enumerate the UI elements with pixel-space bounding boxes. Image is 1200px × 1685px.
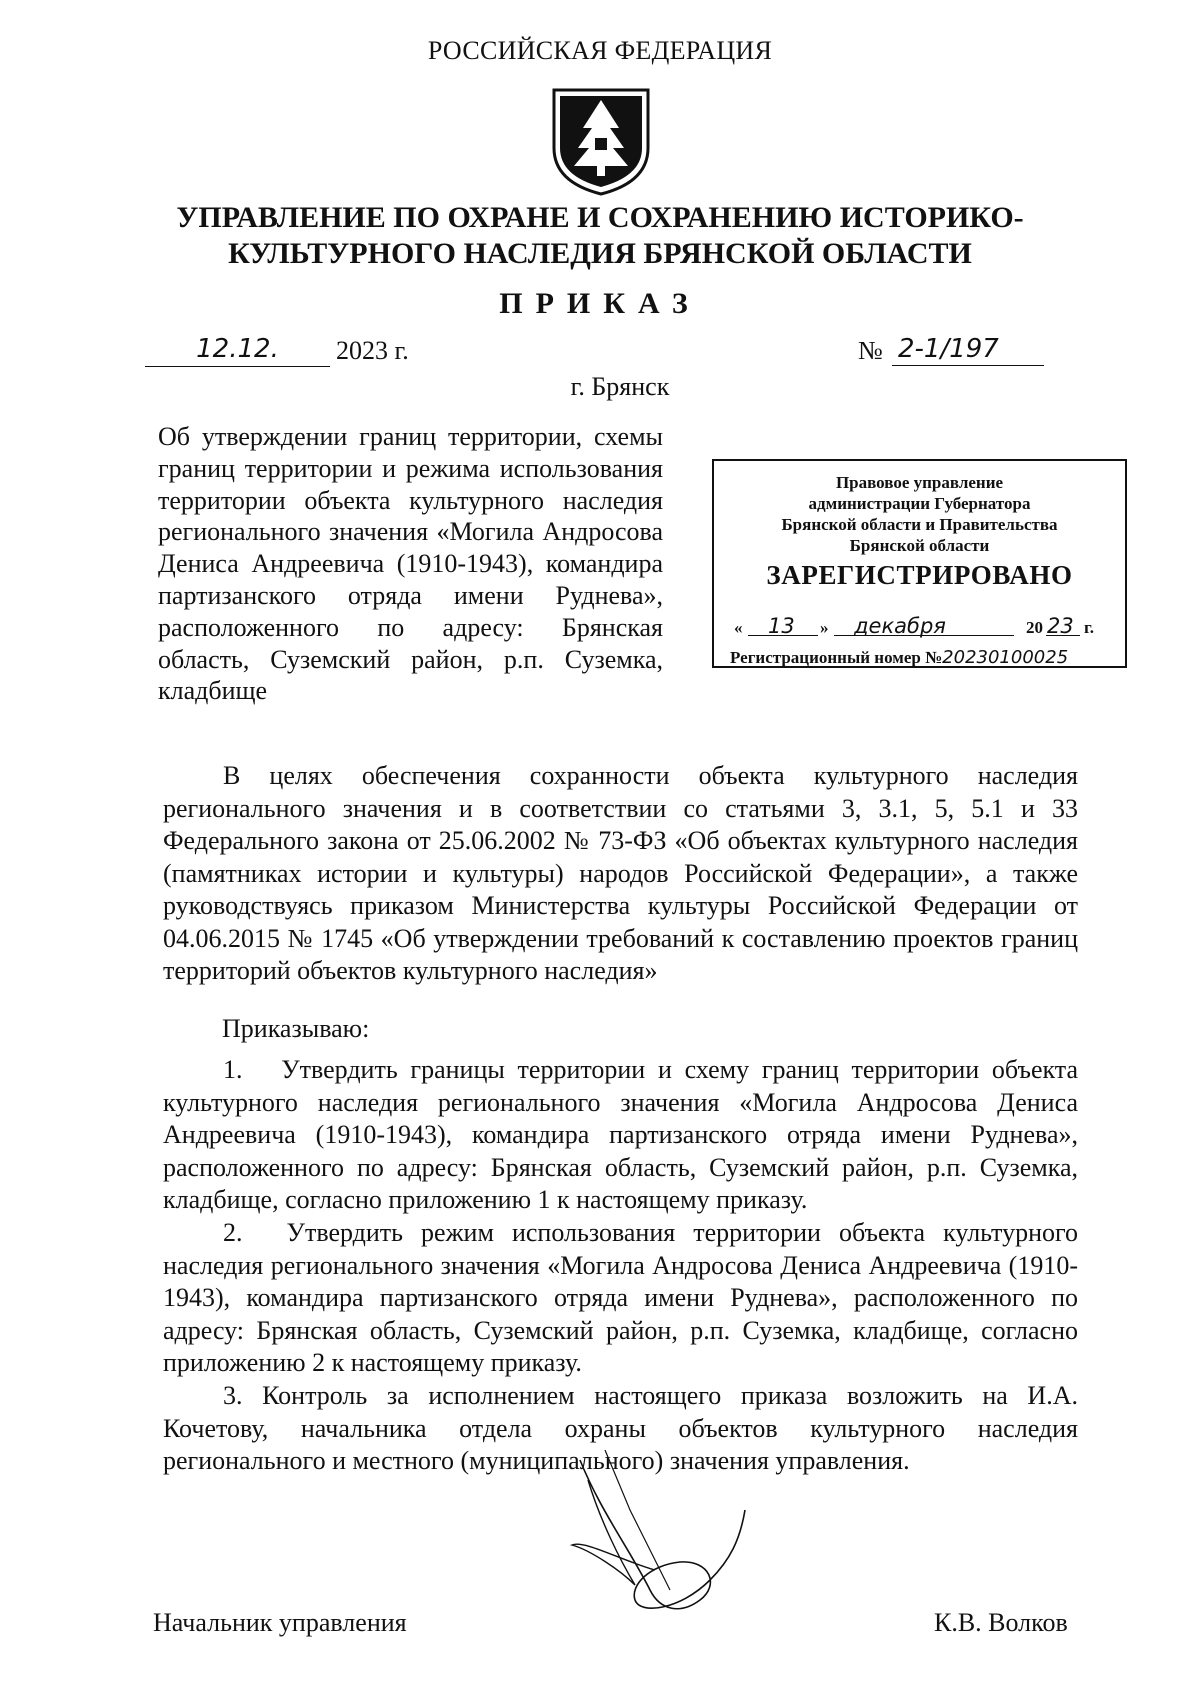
stamp-reg-number: 20230100025 [942, 647, 1069, 668]
stamp-year-suffix: 23 [1047, 614, 1074, 638]
document-type: ПРИКАЗ [499, 287, 701, 320]
bryansk-coat-of-arms-icon [550, 86, 652, 198]
stamp-line-1: Правовое управление [835, 473, 1004, 492]
stamp-month: декабря [854, 614, 946, 638]
stamp-line-4: Брянской области [849, 536, 990, 555]
order-number-sign: № [858, 336, 883, 365]
stamp-year-prefix: 20 [1026, 618, 1043, 637]
registration-stamp [712, 459, 1127, 668]
preamble-paragraph: В целях обеспечения сохранности объекта культурного наследия регионального значения и в соответствии со статьями 3, 3.1, 5, 5.1 и 33 Федерального закона от 25.06.2002 № 73-ФЗ «Об объектах культурного наследия (памятниках истории и культуры) народов Российской Федерации», а также руководствуясь приказом Министерства культуры Российской Федерации от 04.06.2015 № 1745 «Об утверждении требований к составлению проектов границ территорий объектов культурного наследия» [163, 761, 1078, 985]
city: г. Брянск [570, 372, 670, 401]
order-item-3: 3. Контроль за исполнением настоящего приказа возложить на И.А. Кочетову, начальника отдела охраны объектов культурного наследия регионального и местного (муниципального) значения управления. [163, 1381, 1078, 1475]
order-number-handwritten: 2-1/197 [892, 334, 1044, 366]
stamp-close-quote: » [820, 618, 829, 637]
stamp-open-quote: « [734, 618, 743, 637]
stamp-line-2: администрации Губернатора [808, 494, 1031, 513]
stamp-registered: ЗАРЕГИСТРИРОВАНО [766, 560, 1073, 590]
organization-name [120, 200, 1080, 272]
stamp-line-3: Брянской области и Правительства [781, 515, 1058, 534]
signatory-title: Начальник управления [153, 1608, 407, 1637]
stamp-day: 13 [768, 614, 795, 638]
order-subject: Об утверждении границ территории, схемы границ территории и режима использования территории объекта культурного наследия регионального значения «Могила Андросова Дениса Андреевича (1910-1943), командира партизанского отряда имени Руднева», расположенного по адресу: Брянская область, Суземский район, р.п. Суземка, кладбище [158, 422, 663, 706]
stamp-date [734, 610, 1115, 640]
organization-line-2: КУЛЬТУРНОГО НАСЛЕДИЯ БРЯНСКОЙ ОБЛАСТИ [228, 237, 972, 270]
handwritten-signature [560, 1450, 750, 1620]
order-date-handwritten: 12.12. [145, 334, 330, 367]
order-item-2: 2. Утвердить режим использования территории объекта культурного наследия регионального значения «Могила Андросова Дениса Андреевича (1910-1943), командира партизанского отряда имени Руднева», расположенного по адресу: Брянская область, Суземский район, р.п. Суземка, кладбище, согласно приложению 2 к настоящему приказу. [163, 1218, 1078, 1377]
stamp-year-unit: г. [1084, 618, 1095, 637]
stamp-reg-label: Регистрационный номер № [730, 648, 943, 667]
order-year: 2023 г. [336, 336, 409, 365]
organization-line-1: УПРАВЛЕНИЕ ПО ОХРАНЕ И СОХРАНЕНИЮ ИСТОРИКО- [176, 201, 1024, 234]
stamp-registration-number [730, 647, 1119, 668]
order-word: Приказываю: [222, 1014, 370, 1043]
country-name: РОССИЙСКАЯ ФЕДЕРАЦИЯ [427, 36, 773, 65]
order-item-1: 1. Утвердить границы территории и схему границ территории объекта культурного наследия регионального значения «Могила Андросова Дениса Андреевича (1910-1943), командира партизанского отряда имени Руднева», расположенного по адресу: Брянская область, Суземский район, р.п. Суземка, кладбище, согласно приложению 1 к настоящему приказу. [163, 1055, 1078, 1214]
signatory-name: К.В. Волков [934, 1608, 1068, 1637]
